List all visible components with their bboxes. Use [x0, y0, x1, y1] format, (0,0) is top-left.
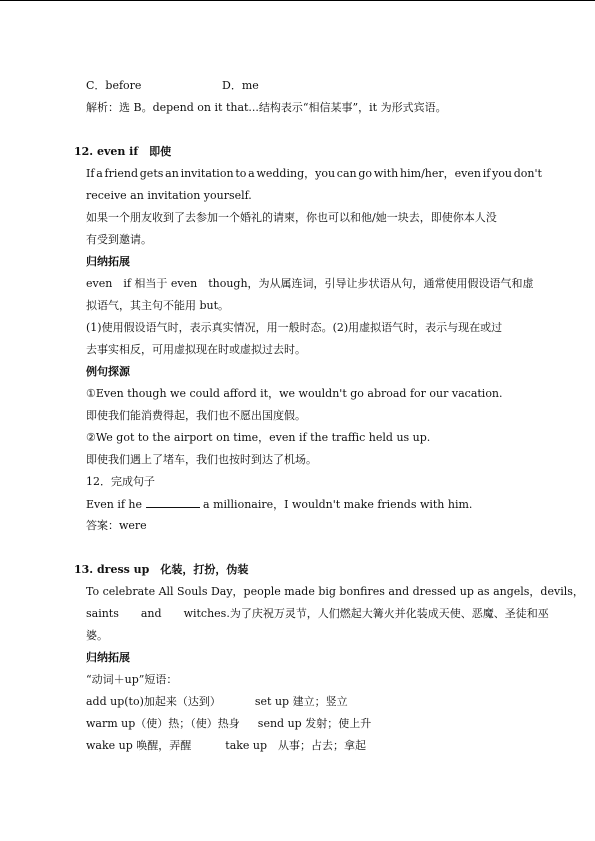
sec13-word-saints: saints: [86, 607, 119, 620]
option-c: C．before: [86, 79, 142, 92]
sec12-example-word: you: [492, 167, 512, 180]
sec12-example2-en: ②We got to the airport on time，even if the traffic held us up.: [86, 431, 431, 444]
sec12-expand-line3: (1)使用假设语气时，表示真实情况，用一般时态。(2)用虚拟语气时，表示与现在或过: [86, 321, 503, 334]
sec12-example-line1: [86, 167, 542, 181]
phrase-send-up: send up 发射；使上升: [257, 717, 372, 730]
phrase-wake-up: wake up 唤醒，弄醒: [86, 739, 192, 752]
sec12-translation-line1: 如果一个朋友收到了去参加一个婚礼的请柬，你也可以和他/她一块去，即使你本人没: [86, 211, 497, 224]
sec13-line2-rest: witches.为了庆祝万灵节，人们燃起大篝火并化装成天使、恶魔、圣徒和巫: [183, 607, 549, 620]
sec12-example-word: invitation: [180, 167, 234, 180]
sec13-phrase-row3: [86, 739, 366, 753]
sec12-example-word: gets: [139, 167, 164, 180]
sec12-example-word: wedding，you: [256, 167, 336, 180]
sec13-phrase-row1: [86, 695, 348, 709]
sec12-example-word: to: [235, 167, 247, 180]
page-top-rule: [0, 0, 595, 1]
sec12-example1-en: ①Even though we could afford it，we wouldn't go abroad for our vacation.: [86, 387, 503, 400]
phrase-take-up: take up 从事；占去；拿起: [225, 739, 367, 752]
sec13-phrase-intro: “动词＋up”短语：: [86, 673, 178, 686]
sec12-expand-line4: 去事实相反，可用虚拟现在时或虚拟过去时。: [86, 343, 306, 356]
sec12-expand-title: 归纳拓展: [86, 255, 130, 268]
sec12-example-word: can: [336, 167, 357, 180]
sec13-word-and: and: [140, 607, 162, 620]
sec12-example-word: if: [482, 167, 491, 180]
sec12-answer: 答案：were: [86, 519, 147, 532]
phrase-add-up: add up(to)加起来（达到）: [86, 695, 221, 708]
phrase-warm-up: warm up（使）热；（使）热身: [86, 717, 240, 730]
sec12-example-word: If: [86, 167, 95, 180]
section-12-heading: 12. even if 即使: [74, 145, 172, 158]
sec12-example-word: a: [96, 167, 103, 180]
sec12-example-word: friend: [104, 167, 138, 180]
sec12-practice-sentence: [86, 497, 472, 512]
practice-text-before: Even if he: [86, 498, 146, 511]
practice-blank: [146, 497, 200, 508]
sec12-practice-title: 12．完成句子: [86, 475, 155, 488]
sec12-example-word: an: [165, 167, 179, 180]
section-13-heading: 13. dress up 化装，打扮，伪装: [74, 563, 249, 576]
sec12-expand-line2: 拟语气，其主句不能用 but。: [86, 299, 230, 312]
sec12-expand-line1: even if 相当于 even though，为从属连词，引导让步状语从句，通常使用假设语气和虚: [86, 277, 534, 290]
q11-analysis: 解析：选 B。depend on it that...结构表示“相信某事”，it 为形式宾语。: [86, 101, 447, 114]
sec12-example-word: go: [358, 167, 373, 180]
phrase-set-up: set up 建立；竖立: [254, 695, 348, 708]
sec12-example-word: don't: [513, 167, 542, 180]
sec12-example1-cn: 即使我们能消费得起，我们也不愿出国度假。: [86, 409, 306, 422]
option-d: D．me: [222, 79, 259, 92]
sec12-translation-line2: 有受到邀请。: [86, 233, 152, 246]
sec12-example-word: a: [248, 167, 255, 180]
practice-text-after: a millionaire，I wouldn't make friends with him.: [199, 498, 473, 511]
sec13-phrase-row2: [86, 717, 371, 731]
sec12-example-line2: receive an invitation yourself.: [86, 189, 252, 202]
sec13-example-line2: [86, 607, 549, 621]
sec12-example-word: him/her，even: [400, 167, 481, 180]
sec13-expand-title: 归纳拓展: [86, 651, 130, 664]
sec12-examples-title: 例句探源: [86, 365, 130, 378]
sec13-example-line1: To celebrate All Souls Day，people made big bonfires and dressed up as angels，devils，: [86, 585, 584, 598]
sec12-example-word: with: [373, 167, 399, 180]
sec13-example-line3: 婆。: [86, 629, 108, 642]
sec12-example2-cn: 即使我们遇上了堵车，我们也按时到达了机场。: [86, 453, 317, 466]
